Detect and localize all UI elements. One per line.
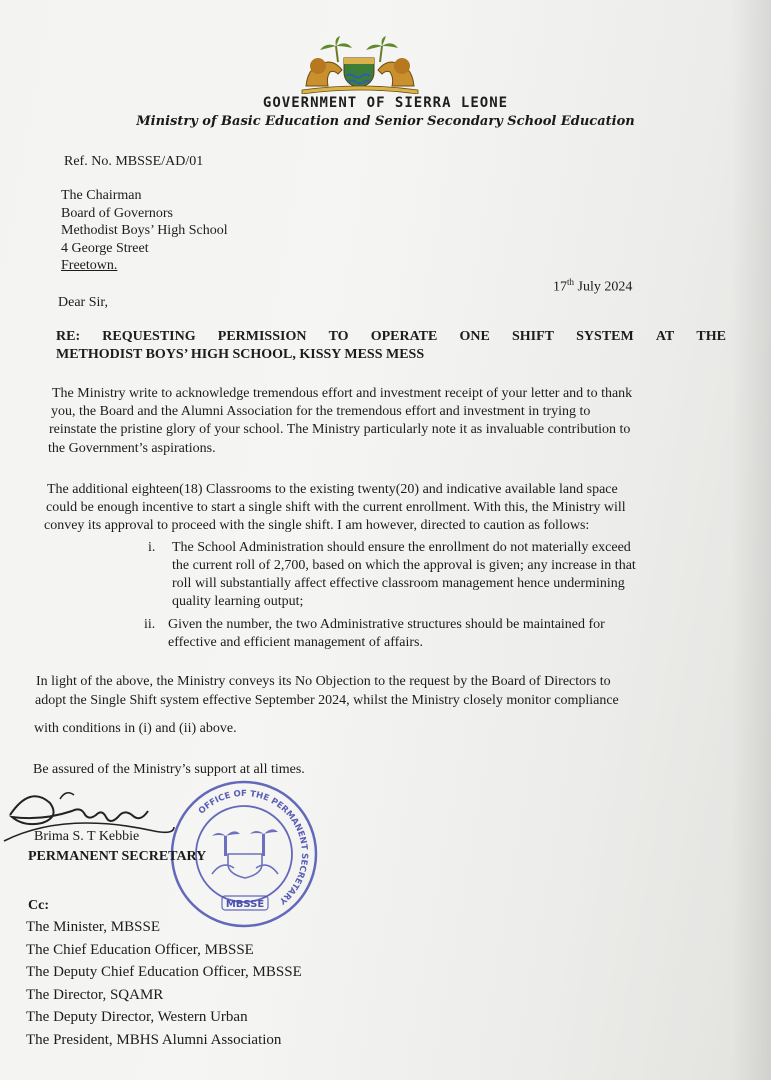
paragraph-1-line: the Government’s aspirations. [48,441,216,456]
recipient-line: 4 George Street [61,240,149,256]
subject-word: OPERATE [370,329,438,344]
closing-line: Be assured of the Ministry’s support at all times. [33,762,305,777]
paragraph-3-line: adopt the Single Shift system effective September 2024, whilst the Ministry closely monitor compliance [35,693,619,708]
subject-word: AT [655,329,675,344]
cc-list [26,916,302,1052]
recipient-line: The Chairman [61,188,142,203]
paragraph-3-line: In light of the above, the Ministry conveys its No Objection to the request by the Board of Directors to [36,674,611,689]
condition-body [172,539,636,611]
cc-item: The President, MBHS Alumni Association [26,1031,282,1048]
paragraph-1-line: reinstate the pristine glory of your school. The Ministry particularly note it as invaluable contribution to [49,422,631,437]
paragraph-2-line: could be enough incentive to start a single shift with the current enrollment. With this, the Ministry will [46,500,626,515]
recipient-line: Methodist Boys’ High School [61,223,228,239]
signer-title: PERMANENT SECRETARY [28,849,207,864]
date-suffix: th [567,277,575,287]
condition-line: effective and efficient management of affairs. [168,635,423,650]
stamp-bottom-text: MBSSE [225,899,265,910]
date-rest: July 2024 [574,279,633,295]
condition-line: The School Administration should ensure the enrollment do not materially exceed [172,540,631,555]
condition-line: roll will substantially affect effective classroom management hence undermining [172,576,625,591]
cc-item: The Deputy Chief Education Officer, MBSSE [26,964,302,981]
date-day: 17 [553,279,567,295]
condition-body [168,616,605,652]
coat-of-arms-icon [298,36,422,94]
cc-item: The Director, SQAMR [26,986,164,1003]
subject-line [56,328,726,364]
condition-marker: ii. [144,617,156,632]
subject-word: ONE [459,329,490,344]
condition-item [144,616,744,656]
subject-line-2: METHODIST BOYS’ HIGH SCHOOL, KISSY MESS MESS [56,347,425,362]
paragraph-2-line: The additional eighteen(18) Classrooms to the existing twenty(20) and indicative available land space [47,482,618,497]
subject-word: REQUESTING [102,329,196,344]
condition-item [148,539,748,619]
stamp-ring-text: OFFICE OF THE PERMANENT SECRETARY [196,788,310,906]
salutation: Dear Sir, [58,295,108,310]
government-heading: GOVERNMENT OF SIERRA LEONE [262,95,509,111]
signer-name: Brima S. T Kebbie [34,829,140,844]
cc-item: The Chief Education Officer, MBSSE [26,941,254,958]
condition-line: Given the number, the two Administrative structures should be maintained for [168,617,605,632]
condition-marker: i. [148,540,156,555]
paragraph-3-line: with conditions in (i) and (ii) above. [34,721,237,736]
subject-word: THE [696,329,726,344]
condition-line: quality learning output; [172,594,304,609]
subject-word: PERMISSION [217,329,307,344]
cc-item: The Deputy Director, Western Urban [26,1009,248,1026]
recipient-line: Board of Governors [61,205,173,221]
paragraph-2-line: convey its approval to proceed with the single shift. I am however, directed to caution as follows: [44,518,590,533]
cc-item: The Minister, MBSSE [26,919,160,935]
subject-word: RE: [56,329,81,344]
letter-date [553,274,632,296]
recipient-address [61,187,228,275]
paragraph-1-line: you, the Board and the Alumni Association for the tremendous effort and investment in trying to [51,404,591,419]
ministry-heading: Ministry of Basic Education and Senior Secondary School Education [136,114,635,129]
cc-label: Cc: [28,898,49,913]
subject-word: SYSTEM [576,329,634,344]
subject-line-1 [56,328,726,346]
recipient-line: Freetown. [61,258,118,274]
condition-line: the current roll of 2,700, based on which the approval is given; any increase in that [172,558,636,573]
subject-word: TO [328,329,349,344]
reference-number: Ref. No. MBSSE/AD/01 [64,154,204,169]
subject-word: SHIFT [511,329,554,344]
paragraph-1-line: The Ministry write to acknowledge tremendous effort and investment receipt of your letter and to thank [52,386,633,401]
